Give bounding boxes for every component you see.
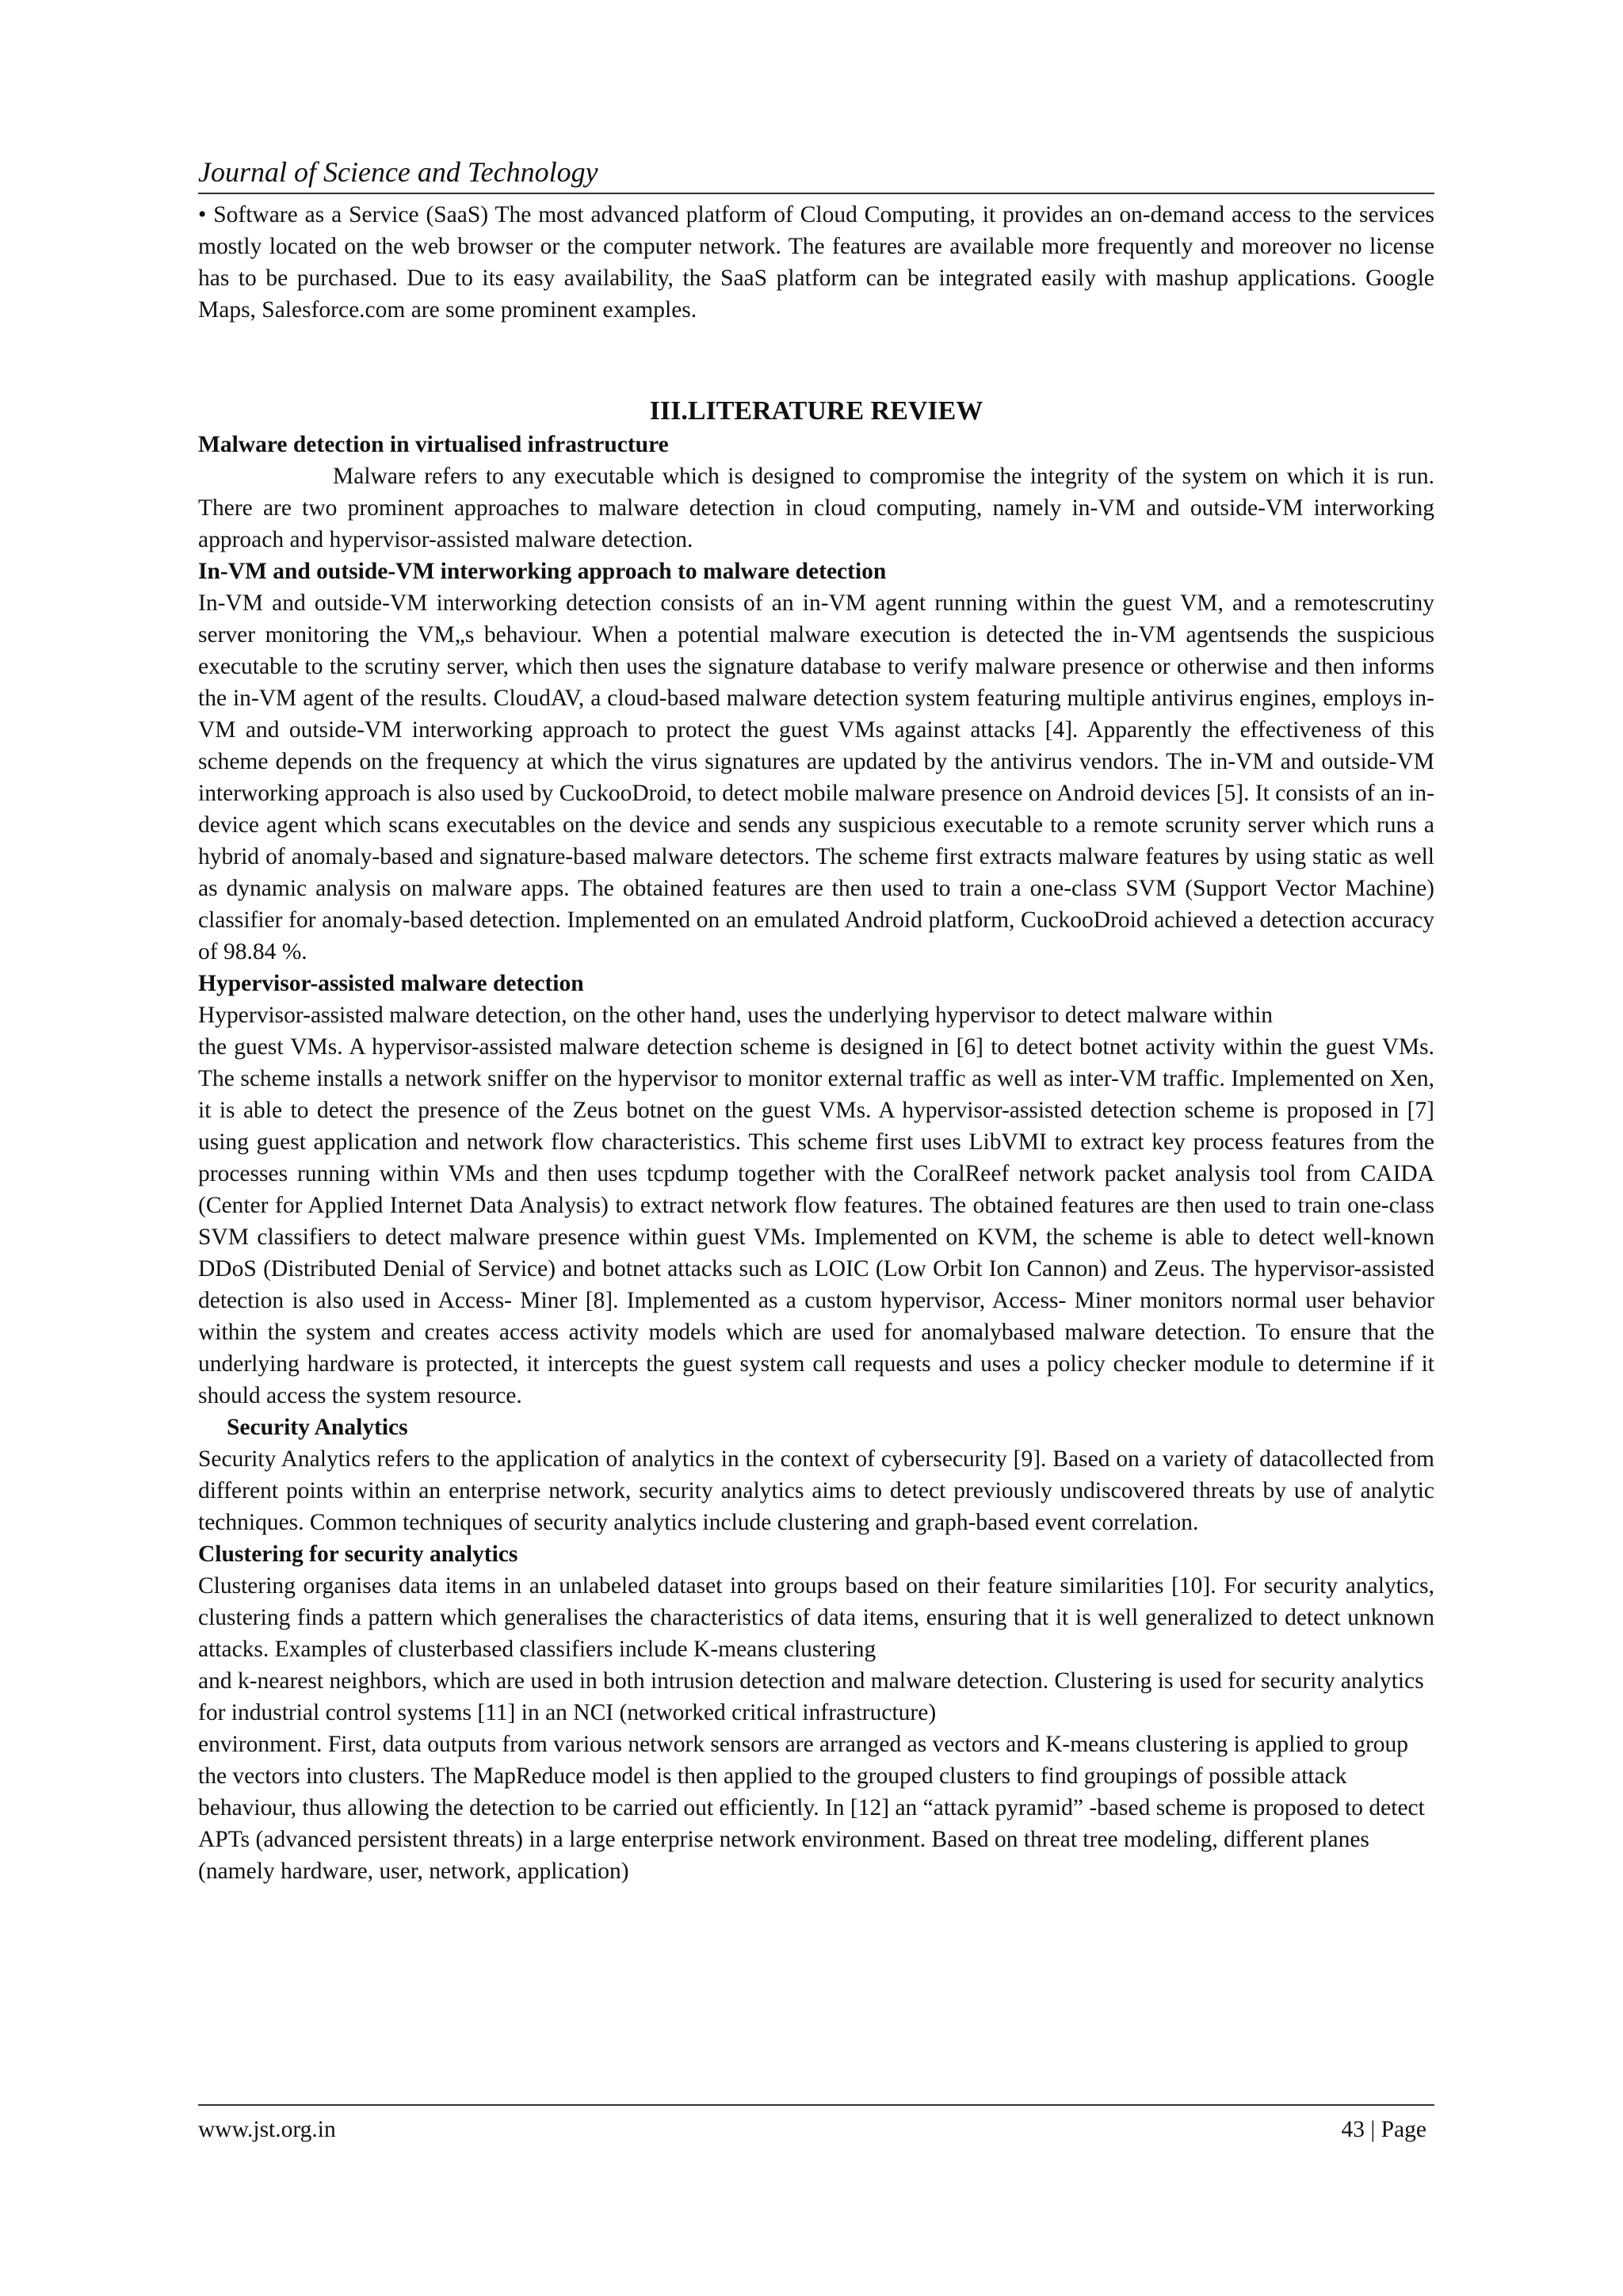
hypervisor-paragraph-a: Hypervisor-assisted malware detection, on the other hand, uses the underlying hypervisor to detect malware within	[198, 1003, 1274, 1028]
malware-heading: Malware detection in virtualised infrastructure	[198, 432, 669, 457]
footer-url: www.jst.org.in	[198, 2117, 336, 2142]
journal-title: Journal of Science and Technology	[198, 155, 1434, 194]
invm-paragraph: In-VM and outside-VM interworking detection consists of an in-VM agent running within the guest VM, and a remotescrutiny server monitoring the VM„s behaviour. When a potential malware execution is detected the in-VM agentsends the suspicious executable to the scrutiny server, which then uses the signature database to verify malware presence or otherwise and then informs the in-VM agent of the results. CloudAV, a cloud-based malware detection system featuring multiple antivirus engines, employs in-VM and outside-VM interworking approach to protect the guest VMs against attacks [4]. Apparently the effectiveness of this scheme depends on the frequency at which the virus signatures are updated by the antivirus vendors. The in-VM and outside-VM interworking approach is also used by CuckooDroid, to detect mobile malware presence on Android devices [5]. It consists of an in-device agent which scans executables on the device and sends any suspicious executable to a remote scrunity server which runs a hybrid of anomaly-based and signature-based malware detectors. The scheme first extracts malware features by using static as well as dynamic analysis on malware apps. The obtained features are then used to train a one-class SVM (Support Vector Machine) classifier for anomaly-based detection. Implemented on an emulated Android platform, CuckooDroid achieved a detection accuracy of 98.84 %.	[198, 590, 1434, 965]
section-heading: III.LITERATURE REVIEW	[649, 396, 983, 426]
analytics-paragraph: Security Analytics refers to the application of analytics in the context of cybersecurity [9]. Based on a variety of datacollected from different points within an enterprise network, security analytics aims to detect previously undiscovered threats by use of analytic techniques. Common techniques of security analytics include clustering and graph-based event correlation.	[198, 1446, 1434, 1535]
malware-paragraph: Malware refers to any executable which is designed to compromise the integrity of the system on which it is run. There are two prominent approaches to malware detection in cloud computing, namely in-VM and outside-VM interworking approach and hypervisor-assisted malware detection.	[198, 464, 1434, 552]
page-footer	[198, 2104, 1434, 2142]
clustering-heading: Clustering for security analytics	[198, 1541, 518, 1567]
hypervisor-heading: Hypervisor-assisted malware detection	[198, 971, 584, 996]
invm-heading: In-VM and outside-VM interworking approach to malware detection	[198, 559, 887, 584]
hypervisor-paragraph-b: the guest VMs. A hypervisor-assisted malware detection scheme is designed in [6] to detect botnet activity within the guest VMs. The scheme installs a network sniffer on the hypervisor to monitor external traffic as well as inter-VM traffic. Implemented on Xen, it is able to detect the presence of the Zeus botnet on the guest VMs. A hypervisor-assisted detection scheme is proposed in [7] using guest application and network flow characteristics. This scheme first uses LibVMI to extract key process features from the processes running within VMs and then uses tcpdump together with the CoralReef network packet analysis tool from CAIDA (Center for Applied Internet Data Analysis) to extract network flow features. The obtained features are then used to train one-class SVM classifiers to detect malware presence within guest VMs. Implemented on KVM, the scheme is able to detect well-known DDoS (Distributed Denial of Service) and botnet attacks such as LOIC (Low Orbit Ion Cannon) and Zeus. The hypervisor-assisted detection is also used in Access- Miner [8]. Implemented as a custom hypervisor, Access- Miner monitors normal user behavior within the system and creates access activity models which are used for anomalybased malware detection. To ensure that the underlying hardware is protected, it intercepts the guest system call requests and uses a policy checker module to determine if it should access the system resource.	[198, 1034, 1434, 1408]
clustering-paragraph-a: Clustering organises data items in an unlabeled dataset into groups based on their feature similarities [10]. For security analytics, clustering finds a pattern which generalises the characteristics of data items, ensuring that it is well generalized to detect unknown attacks. Examples of clusterbased classifiers include K-means clustering	[198, 1573, 1434, 1662]
analytics-heading: Security Analytics	[227, 1415, 408, 1440]
page-content	[198, 155, 1434, 1887]
clustering-paragraph-b: and k-nearest neighbors, which are used in both intrusion detection and malware detection. Clustering is used for security analytics for industrial control systems [11] in an NCI (networked critical infrastructure)	[198, 1668, 1424, 1725]
footer-page-number: 43 | Page	[1341, 2117, 1426, 2142]
saas-paragraph: • Software as a Service (SaaS) The most advanced platform of Cloud Computing, it provides an on-demand access to the services mostly located on the web browser or the computer network. The features are available more frequently and moreover no license has to be purchased. Due to its easy availability, the SaaS platform can be integrated easily with mashup applications. Google Maps, Salesforce.com are some prominent examples.	[198, 202, 1434, 323]
clustering-paragraph-c: environment. First, data outputs from various network sensors are arranged as vectors and K-means clustering is applied to group the vectors into clusters. The MapReduce model is then applied to the grouped clusters to find groupings of possible attack behaviour, thus allowing the detection to be carried out efficiently. In [12] an “attack pyramid” -based scheme is proposed to detect APTs (advanced persistent threats) in a large enterprise network environment. Based on threat tree modeling, different planes (namely hardware, user, network, application)	[198, 1732, 1425, 1884]
